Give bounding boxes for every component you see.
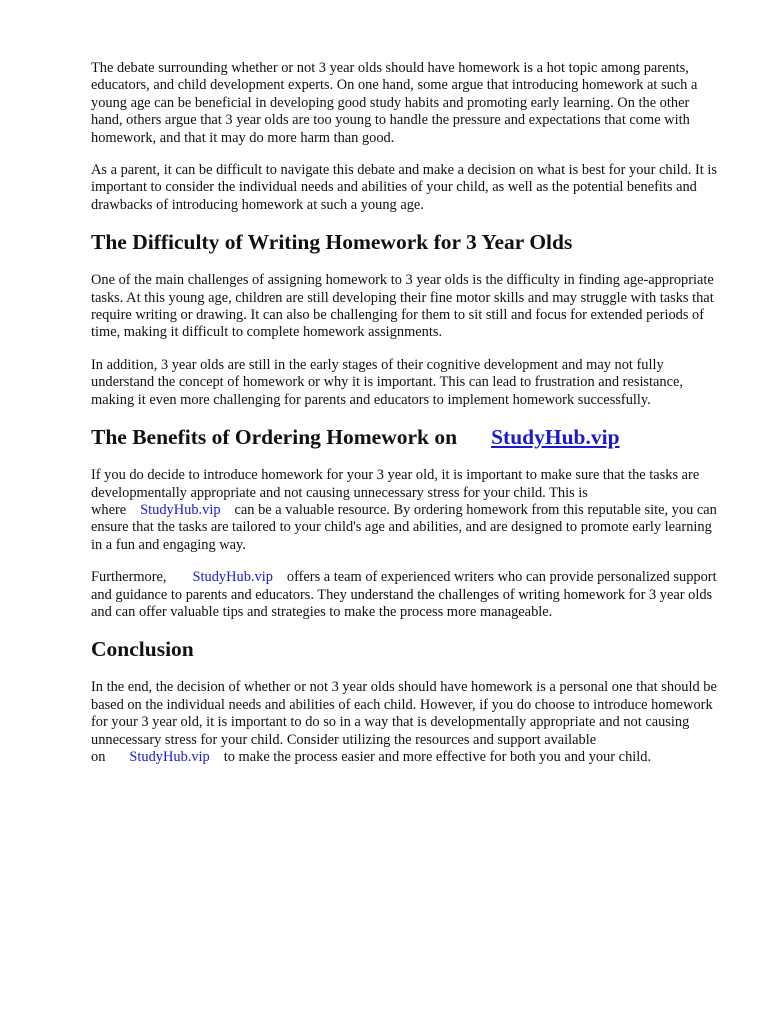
benefits-heading-text: The Benefits of Ordering Homework on [91,425,458,450]
intro-paragraph-2: As a parent, it can be difficult to navigate this debate and make a decision on what is best for your child. It is important to consider the individual needs and abilities of your child, as well as the potential benefits and drawbacks of introducing homework at such a young age. [91,162,717,213]
conclusion-text-after: to make the process easier and more effective for both you and your child. [223,748,652,765]
benefits-paragraph-1 [91,467,723,554]
difficulty-paragraph-2: In addition, 3 year olds are still in the early stages of their cognitive development and may not fully understand the concept of homework or why it is important. This can lead to frustration and resistance, making it even more challenging for parents and educators to implement homework successfully. [91,356,683,408]
conclusion-text-before: In the end, the decision of whether or not 3 year olds should have homework is a personal one that should be based on the individual needs and abilities of each child. However, if you do choose to introduce homework for your 3 year old, it is important to do so in a way that is developmentally appropriate and not causing unnecessary stress for your child. Consider utilizing the resources and support available on [91,679,717,765]
benefits-paragraph-2 [91,569,723,621]
section-heading-difficulty: The Difficulty of Writing Homework for 3 Year Olds [91,230,573,255]
difficulty-paragraph-1: One of the main challenges of assigning homework to 3 year olds is the difficulty in finding age-appropriate tasks. At this young age, children are still developing their fine motor skills and may struggle with tasks that require writing or drawing. It can also be challenging for them to sit still and focus for extended periods of time, making it difficult to complete homework assignments. [91,272,714,341]
intro-paragraph-1: The debate surrounding whether or not 3 year olds should have homework is a hot topic among parents, educators, and child development experts. On one hand, some argue that introducing homework at such a young age can be beneficial in developing good study habits and promoting early learning. On the other hand, others argue that 3 year olds are too young to handle the pressure and expectations that come with homework, and that it may do more harm than good. [91,60,698,146]
benefits-p1-text-after: can be a valuable resource. By ordering homework from this reputable site, you can ensure that the tasks are tailored to your child's age and abilities, and are designed to promote early learning in a fun and engaging way. [91,501,717,553]
studyhub-link-1[interactable]: StudyHub.vip [140,501,221,518]
benefits-p2-text-before: Furthermore, [91,569,167,586]
studyhub-link-3[interactable]: StudyHub.vip [129,748,210,765]
document-body [91,60,723,781]
benefits-p1-text-before: If you do decide to introduce homework for your 3 year old, it is important to make sure that the tasks are developmentally appropriate and not causing unnecessary stress for your child. This is where [91,467,700,518]
section-heading-conclusion: Conclusion [91,637,194,662]
benefits-p2-text-after: offers a team of experienced writers who can provide personalized support and guidance to parents and educators. They understand the challenges of writing homework for 3 year olds and can offer valuable tips and strategies to make the process more manageable. [91,569,717,620]
studyhub-heading-link[interactable]: StudyHub.vip [491,425,620,450]
conclusion-paragraph [91,679,723,766]
section-heading-benefits [91,424,723,450]
studyhub-link-2[interactable]: StudyHub.vip [192,569,273,586]
